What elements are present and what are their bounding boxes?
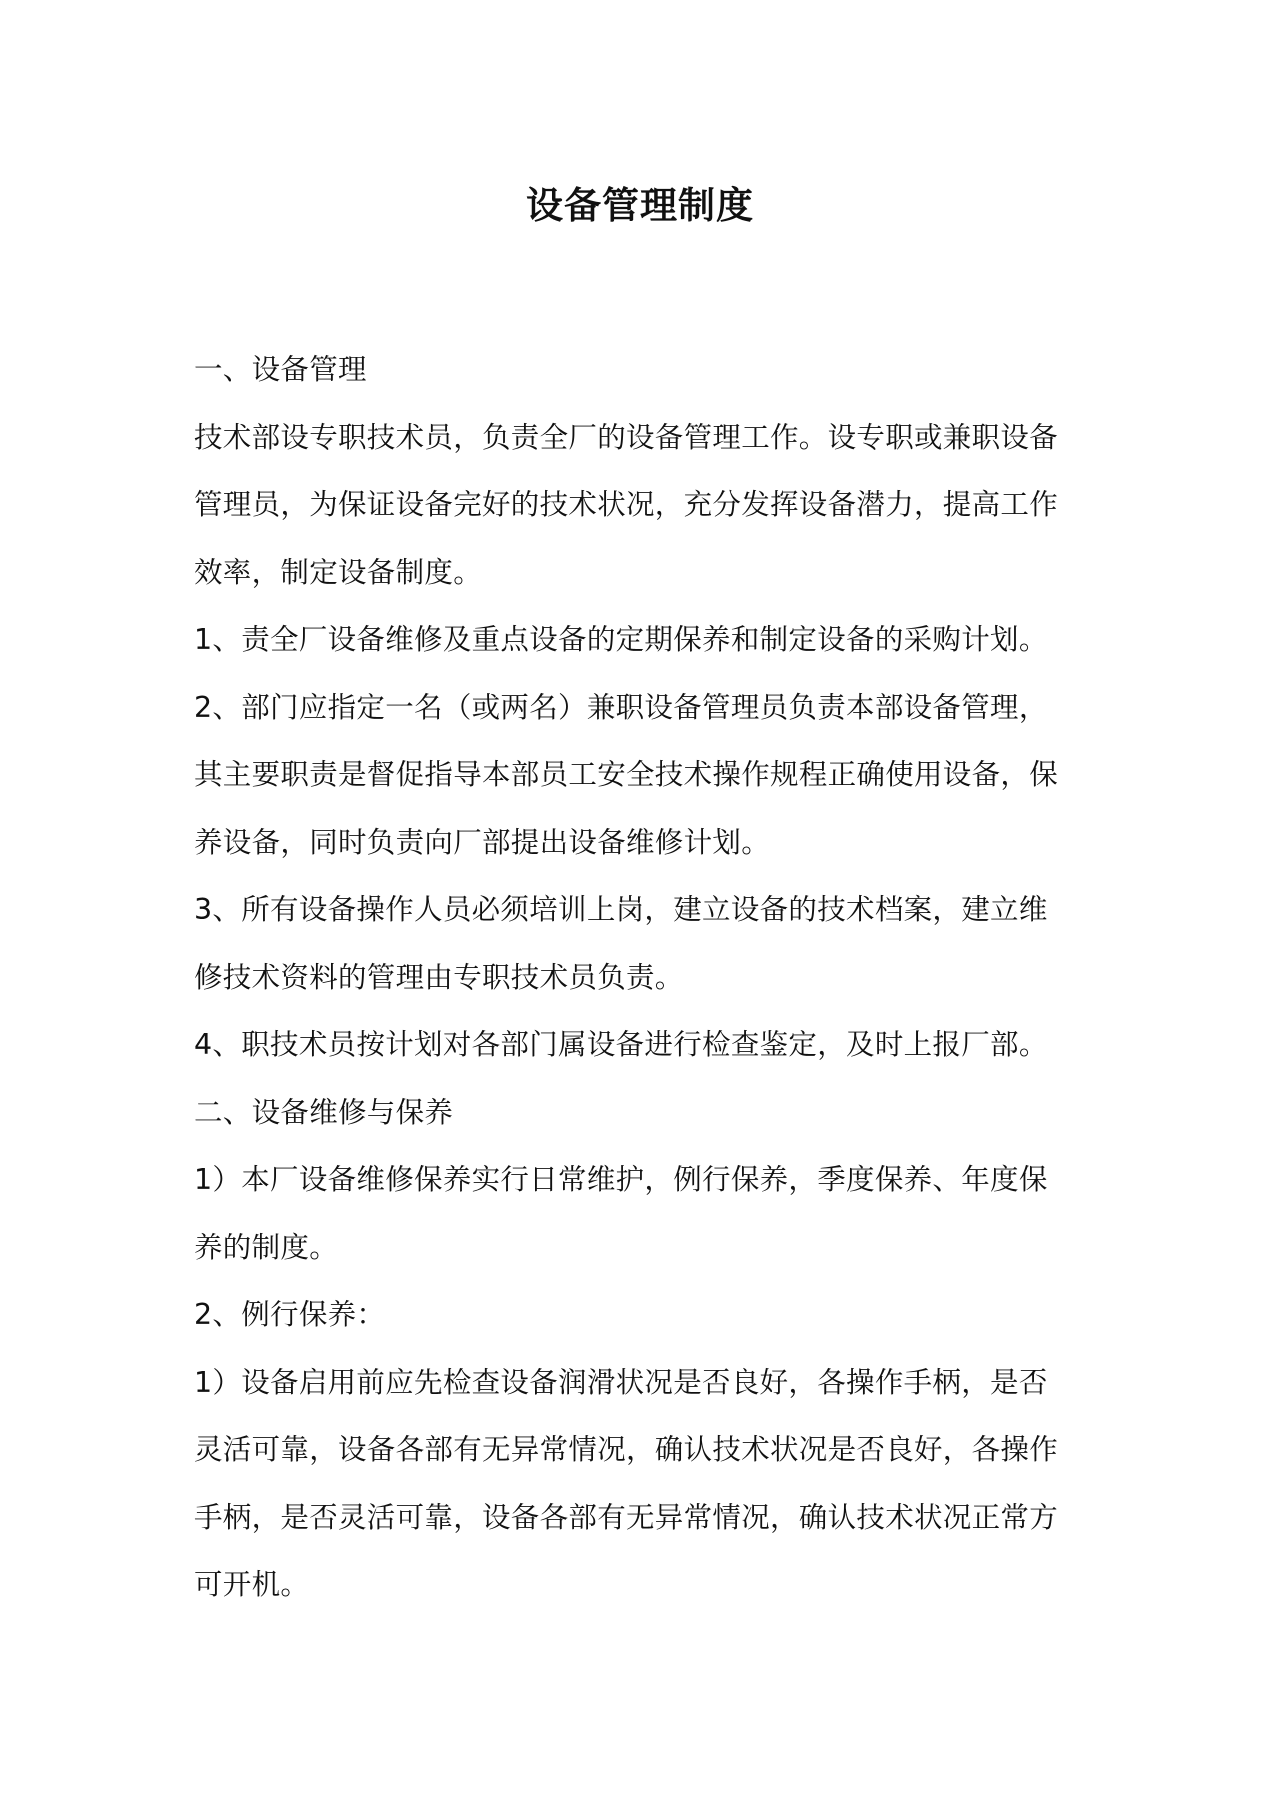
document-title: 设备管理制度 bbox=[526, 184, 754, 227]
body-line: 管理员，为保证设备完好的技术状况，充分发挥设备潜力，提高工作 bbox=[194, 488, 1059, 521]
body-line: 2、部门应指定一名（或两名）兼职设备管理员负责本部设备管理， bbox=[194, 690, 1048, 724]
body-line: 4、职技术员按计划对各部门属设备进行检查鉴定，及时上报厂部。 bbox=[194, 1028, 1048, 1061]
body-line: 1）设备启用前应先检查设备润滑状况是否良好，各操作手柄，是否 bbox=[194, 1365, 1048, 1399]
body-line: 其主要职责是督促指导本部员工安全技术操作规程正确使用设备，保 bbox=[194, 758, 1059, 791]
document-body bbox=[194, 336, 1094, 1619]
body-line: 可开机。 bbox=[194, 1568, 310, 1601]
body-line: 效率，制定设备制度。 bbox=[194, 555, 483, 589]
section-heading-maintenance: 二、设备维修与保养 bbox=[194, 1095, 454, 1129]
body-line: 技术部设专职技术员，负责全厂的设备管理工作。设专职或兼职设备 bbox=[194, 420, 1059, 454]
body-line: 手柄，是否灵活可靠，设备各部有无异常情况，确认技术状况正常方 bbox=[194, 1500, 1059, 1534]
body-line: 养设备，同时负责向厂部提出设备维修计划。 bbox=[194, 825, 771, 859]
body-line: 养的制度。 bbox=[194, 1230, 339, 1264]
body-line: 1）本厂设备维修保养实行日常维护，例行保养，季度保养、年度保 bbox=[194, 1163, 1048, 1196]
section-heading-equipment-management: 一、设备管理 bbox=[194, 353, 367, 386]
body-line: 修技术资料的管理由专职技术员负责。 bbox=[194, 960, 684, 994]
body-line: 3、所有设备操作人员必须培训上岗，建立设备的技术档案，建立维 bbox=[194, 893, 1048, 926]
body-line: 灵活可靠，设备各部有无异常情况，确认技术状况是否良好，各操作 bbox=[194, 1433, 1059, 1466]
body-line: 2、例行保养： bbox=[194, 1298, 386, 1331]
body-line: 1、责全厂设备维修及重点设备的定期保养和制定设备的采购计划。 bbox=[194, 623, 1048, 656]
